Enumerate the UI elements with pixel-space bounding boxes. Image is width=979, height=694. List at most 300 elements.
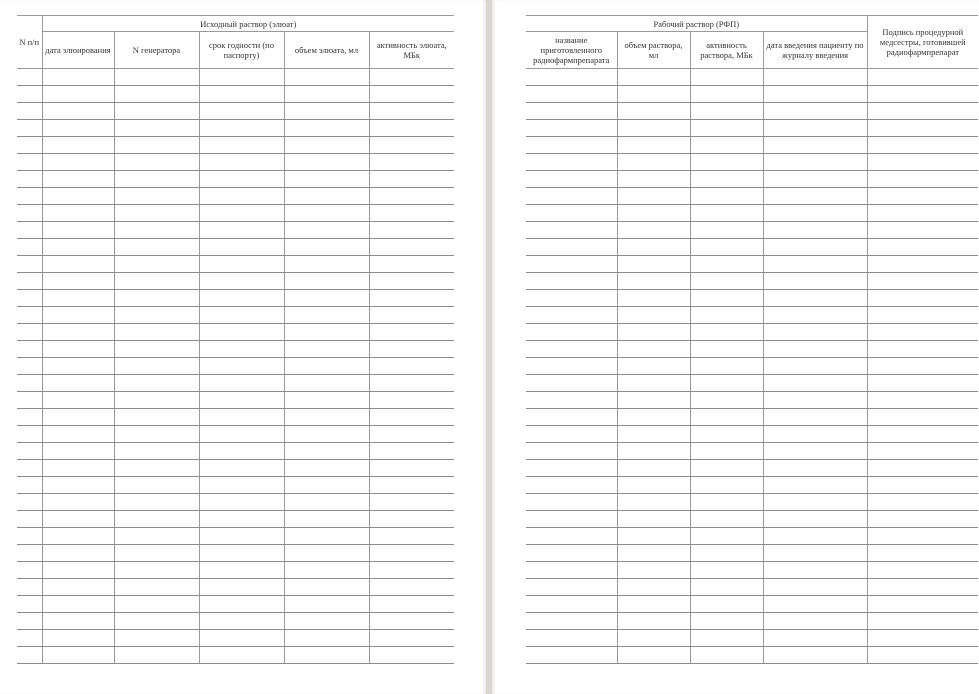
empty-cell	[867, 460, 978, 477]
empty-cell	[690, 103, 763, 120]
empty-cell	[867, 630, 978, 647]
empty-cell	[369, 426, 454, 443]
empty-cell	[199, 426, 284, 443]
table-row	[526, 511, 978, 528]
empty-cell	[690, 239, 763, 256]
empty-cell	[114, 205, 199, 222]
empty-cell	[526, 188, 617, 205]
empty-cell	[17, 171, 42, 188]
empty-cell	[526, 69, 617, 86]
empty-cell	[42, 103, 114, 120]
empty-cell	[369, 443, 454, 460]
empty-cell	[867, 222, 978, 239]
empty-cell	[17, 137, 42, 154]
table-row	[526, 222, 978, 239]
empty-cell	[763, 443, 867, 460]
table-row	[526, 562, 978, 579]
empty-cell	[42, 239, 114, 256]
empty-cell	[17, 477, 42, 494]
empty-cell	[284, 290, 369, 307]
empty-cell	[763, 239, 867, 256]
empty-cell	[369, 460, 454, 477]
empty-cell	[617, 120, 690, 137]
empty-cell	[369, 528, 454, 545]
empty-cell	[42, 613, 114, 630]
empty-cell	[17, 239, 42, 256]
table-row	[526, 477, 978, 494]
table-row	[526, 103, 978, 120]
table-row	[17, 307, 454, 324]
empty-cell	[867, 528, 978, 545]
empty-cell	[199, 86, 284, 103]
empty-cell	[763, 290, 867, 307]
empty-cell	[284, 273, 369, 290]
empty-cell	[114, 86, 199, 103]
empty-cell	[42, 443, 114, 460]
empty-cell	[617, 426, 690, 443]
empty-cell	[114, 545, 199, 562]
empty-cell	[284, 307, 369, 324]
empty-cell	[17, 596, 42, 613]
empty-cell	[199, 256, 284, 273]
empty-cell	[690, 120, 763, 137]
empty-cell	[617, 545, 690, 562]
empty-cell	[526, 86, 617, 103]
empty-cell	[114, 494, 199, 511]
table-row	[526, 256, 978, 273]
empty-cell	[199, 137, 284, 154]
empty-cell	[369, 256, 454, 273]
empty-cell	[42, 494, 114, 511]
empty-cell	[284, 409, 369, 426]
table-row	[17, 69, 454, 86]
empty-cell	[369, 477, 454, 494]
empty-cell	[526, 460, 617, 477]
working-solution-group-header: Рабочий раствор (РФП)	[526, 16, 867, 32]
empty-cell	[369, 579, 454, 596]
empty-cell	[526, 341, 617, 358]
empty-cell	[114, 630, 199, 647]
table-row	[526, 613, 978, 630]
empty-cell	[284, 596, 369, 613]
empty-cell	[199, 307, 284, 324]
empty-cell	[199, 205, 284, 222]
empty-cell	[617, 171, 690, 188]
empty-cell	[867, 426, 978, 443]
empty-cell	[199, 494, 284, 511]
empty-cell	[114, 613, 199, 630]
empty-cell	[369, 409, 454, 426]
empty-cell	[369, 205, 454, 222]
empty-cell	[763, 222, 867, 239]
empty-cell	[42, 290, 114, 307]
empty-cell	[526, 426, 617, 443]
empty-cell	[199, 596, 284, 613]
empty-cell	[42, 137, 114, 154]
table-row	[526, 324, 978, 341]
empty-cell	[690, 256, 763, 273]
empty-cell	[617, 443, 690, 460]
empty-cell	[199, 358, 284, 375]
empty-cell	[867, 545, 978, 562]
empty-cell	[114, 409, 199, 426]
empty-cell	[284, 69, 369, 86]
empty-cell	[284, 613, 369, 630]
empty-cell	[17, 290, 42, 307]
empty-cell	[199, 290, 284, 307]
empty-cell	[284, 154, 369, 171]
table-row	[17, 630, 454, 647]
empty-cell	[199, 613, 284, 630]
empty-cell	[114, 392, 199, 409]
table-row	[17, 120, 454, 137]
empty-cell	[284, 120, 369, 137]
empty-cell	[17, 579, 42, 596]
empty-cell	[284, 375, 369, 392]
table-row	[526, 154, 978, 171]
empty-cell	[369, 511, 454, 528]
empty-cell	[690, 460, 763, 477]
empty-cell	[690, 86, 763, 103]
empty-cell	[690, 477, 763, 494]
empty-cell	[690, 545, 763, 562]
elution-date-header: дата элюирования	[42, 32, 114, 69]
empty-cell	[763, 171, 867, 188]
empty-cell	[369, 307, 454, 324]
table-row	[17, 460, 454, 477]
table-row	[17, 86, 454, 103]
table-row	[17, 613, 454, 630]
empty-cell	[867, 86, 978, 103]
empty-cell	[42, 630, 114, 647]
empty-cell	[17, 324, 42, 341]
empty-cell	[369, 392, 454, 409]
empty-cell	[114, 341, 199, 358]
empty-cell	[284, 239, 369, 256]
empty-cell	[17, 222, 42, 239]
empty-cell	[617, 409, 690, 426]
empty-cell	[617, 307, 690, 324]
empty-cell	[284, 545, 369, 562]
table-row	[526, 307, 978, 324]
empty-cell	[17, 154, 42, 171]
empty-cell	[526, 256, 617, 273]
table-row	[17, 239, 454, 256]
empty-cell	[867, 137, 978, 154]
table-row	[526, 205, 978, 222]
empty-cell	[867, 647, 978, 664]
empty-cell	[617, 188, 690, 205]
empty-cell	[114, 579, 199, 596]
empty-cell	[763, 358, 867, 375]
empty-cell	[690, 154, 763, 171]
empty-cell	[42, 409, 114, 426]
empty-cell	[42, 562, 114, 579]
empty-cell	[867, 409, 978, 426]
empty-cell	[617, 596, 690, 613]
empty-cell	[114, 460, 199, 477]
empty-cell	[617, 341, 690, 358]
empty-cell	[526, 409, 617, 426]
empty-cell	[867, 273, 978, 290]
empty-cell	[690, 392, 763, 409]
eluate-table-body	[17, 69, 454, 664]
table-row	[17, 528, 454, 545]
empty-cell	[42, 511, 114, 528]
empty-cell	[867, 494, 978, 511]
empty-cell	[17, 545, 42, 562]
empty-cell	[617, 324, 690, 341]
empty-cell	[199, 647, 284, 664]
empty-cell	[17, 392, 42, 409]
empty-cell	[284, 426, 369, 443]
empty-cell	[114, 290, 199, 307]
table-row	[526, 596, 978, 613]
table-row	[526, 188, 978, 205]
empty-cell	[763, 511, 867, 528]
table-row	[526, 120, 978, 137]
empty-cell	[867, 341, 978, 358]
empty-cell	[690, 613, 763, 630]
empty-cell	[763, 647, 867, 664]
empty-cell	[42, 171, 114, 188]
empty-cell	[42, 460, 114, 477]
empty-cell	[526, 358, 617, 375]
empty-cell	[617, 154, 690, 171]
empty-cell	[284, 222, 369, 239]
empty-cell	[42, 307, 114, 324]
empty-cell	[526, 137, 617, 154]
empty-cell	[369, 171, 454, 188]
empty-cell	[763, 596, 867, 613]
empty-cell	[690, 307, 763, 324]
empty-cell	[526, 647, 617, 664]
empty-cell	[42, 324, 114, 341]
radiopharmaceutical-name-header: название приготовленного радиофармпрепарата	[526, 32, 617, 69]
table-row	[526, 290, 978, 307]
empty-cell	[867, 375, 978, 392]
empty-cell	[763, 426, 867, 443]
table-row	[17, 324, 454, 341]
empty-cell	[617, 494, 690, 511]
empty-cell	[369, 103, 454, 120]
empty-cell	[199, 409, 284, 426]
empty-cell	[284, 477, 369, 494]
empty-cell	[199, 375, 284, 392]
empty-cell	[42, 545, 114, 562]
empty-cell	[17, 341, 42, 358]
empty-cell	[17, 613, 42, 630]
empty-cell	[114, 188, 199, 205]
table-row	[17, 358, 454, 375]
empty-cell	[369, 596, 454, 613]
empty-cell	[690, 562, 763, 579]
empty-cell	[617, 477, 690, 494]
empty-cell	[199, 103, 284, 120]
empty-cell	[17, 188, 42, 205]
empty-cell	[526, 171, 617, 188]
empty-cell	[284, 579, 369, 596]
table-row	[526, 528, 978, 545]
empty-cell	[17, 307, 42, 324]
empty-cell	[690, 426, 763, 443]
empty-cell	[763, 460, 867, 477]
empty-cell	[763, 103, 867, 120]
empty-cell	[690, 69, 763, 86]
empty-cell	[617, 630, 690, 647]
empty-cell	[369, 613, 454, 630]
empty-cell	[617, 613, 690, 630]
empty-cell	[763, 630, 867, 647]
eluate-activity-header: активность элюата, МБк	[369, 32, 454, 69]
empty-cell	[284, 137, 369, 154]
empty-cell	[526, 239, 617, 256]
empty-cell	[199, 528, 284, 545]
empty-cell	[17, 358, 42, 375]
table-row	[17, 188, 454, 205]
empty-cell	[369, 273, 454, 290]
empty-cell	[867, 511, 978, 528]
generator-number-header: N генератора	[114, 32, 199, 69]
empty-cell	[199, 392, 284, 409]
empty-cell	[617, 460, 690, 477]
empty-cell	[284, 86, 369, 103]
empty-cell	[617, 528, 690, 545]
empty-cell	[690, 341, 763, 358]
empty-cell	[763, 154, 867, 171]
empty-cell	[763, 545, 867, 562]
empty-cell	[114, 120, 199, 137]
empty-cell	[690, 324, 763, 341]
empty-cell	[199, 545, 284, 562]
empty-cell	[114, 426, 199, 443]
empty-cell	[42, 528, 114, 545]
empty-cell	[42, 358, 114, 375]
empty-cell	[114, 154, 199, 171]
empty-cell	[284, 392, 369, 409]
empty-cell	[369, 562, 454, 579]
empty-cell	[617, 358, 690, 375]
empty-cell	[284, 324, 369, 341]
empty-cell	[369, 290, 454, 307]
table-row	[17, 154, 454, 171]
empty-cell	[114, 137, 199, 154]
table-row	[17, 256, 454, 273]
empty-cell	[617, 562, 690, 579]
empty-cell	[690, 358, 763, 375]
empty-cell	[17, 205, 42, 222]
empty-cell	[763, 120, 867, 137]
empty-cell	[763, 137, 867, 154]
empty-cell	[617, 239, 690, 256]
table-row	[17, 222, 454, 239]
empty-cell	[369, 545, 454, 562]
empty-cell	[17, 375, 42, 392]
empty-cell	[284, 256, 369, 273]
empty-cell	[17, 69, 42, 86]
empty-cell	[114, 222, 199, 239]
empty-cell	[369, 375, 454, 392]
table-row	[526, 409, 978, 426]
empty-cell	[42, 392, 114, 409]
table-row	[17, 392, 454, 409]
empty-cell	[114, 69, 199, 86]
table-row	[17, 341, 454, 358]
empty-cell	[526, 579, 617, 596]
empty-cell	[867, 154, 978, 171]
empty-cell	[369, 239, 454, 256]
empty-cell	[284, 494, 369, 511]
empty-cell	[369, 86, 454, 103]
table-row	[17, 477, 454, 494]
empty-cell	[42, 86, 114, 103]
empty-cell	[42, 596, 114, 613]
empty-cell	[42, 477, 114, 494]
table-row	[17, 375, 454, 392]
table-row	[526, 494, 978, 511]
empty-cell	[763, 392, 867, 409]
empty-cell	[17, 647, 42, 664]
empty-cell	[17, 630, 42, 647]
empty-cell	[867, 358, 978, 375]
table-row	[526, 171, 978, 188]
empty-cell	[763, 256, 867, 273]
empty-cell	[199, 188, 284, 205]
empty-cell	[199, 579, 284, 596]
empty-cell	[42, 205, 114, 222]
empty-cell	[284, 630, 369, 647]
table-row	[17, 596, 454, 613]
empty-cell	[867, 562, 978, 579]
empty-cell	[284, 341, 369, 358]
right-page	[492, 0, 979, 694]
empty-cell	[369, 358, 454, 375]
empty-cell	[763, 562, 867, 579]
eluate-group-header: Исходный раствор (элюат)	[42, 16, 454, 32]
table-row	[526, 579, 978, 596]
empty-cell	[617, 69, 690, 86]
empty-cell	[199, 273, 284, 290]
empty-cell	[690, 171, 763, 188]
empty-cell	[526, 443, 617, 460]
empty-cell	[526, 154, 617, 171]
empty-cell	[867, 477, 978, 494]
empty-cell	[690, 375, 763, 392]
empty-cell	[114, 239, 199, 256]
empty-cell	[526, 222, 617, 239]
empty-cell	[867, 120, 978, 137]
empty-cell	[284, 103, 369, 120]
table-row	[17, 273, 454, 290]
empty-cell	[526, 120, 617, 137]
empty-cell	[17, 460, 42, 477]
empty-cell	[199, 154, 284, 171]
empty-cell	[114, 273, 199, 290]
empty-cell	[867, 171, 978, 188]
empty-cell	[763, 324, 867, 341]
empty-cell	[763, 477, 867, 494]
empty-cell	[690, 494, 763, 511]
empty-cell	[42, 375, 114, 392]
empty-cell	[617, 647, 690, 664]
empty-cell	[763, 375, 867, 392]
empty-cell	[114, 477, 199, 494]
empty-cell	[17, 103, 42, 120]
table-row	[17, 647, 454, 664]
empty-cell	[617, 86, 690, 103]
table-row	[17, 103, 454, 120]
empty-cell	[763, 307, 867, 324]
